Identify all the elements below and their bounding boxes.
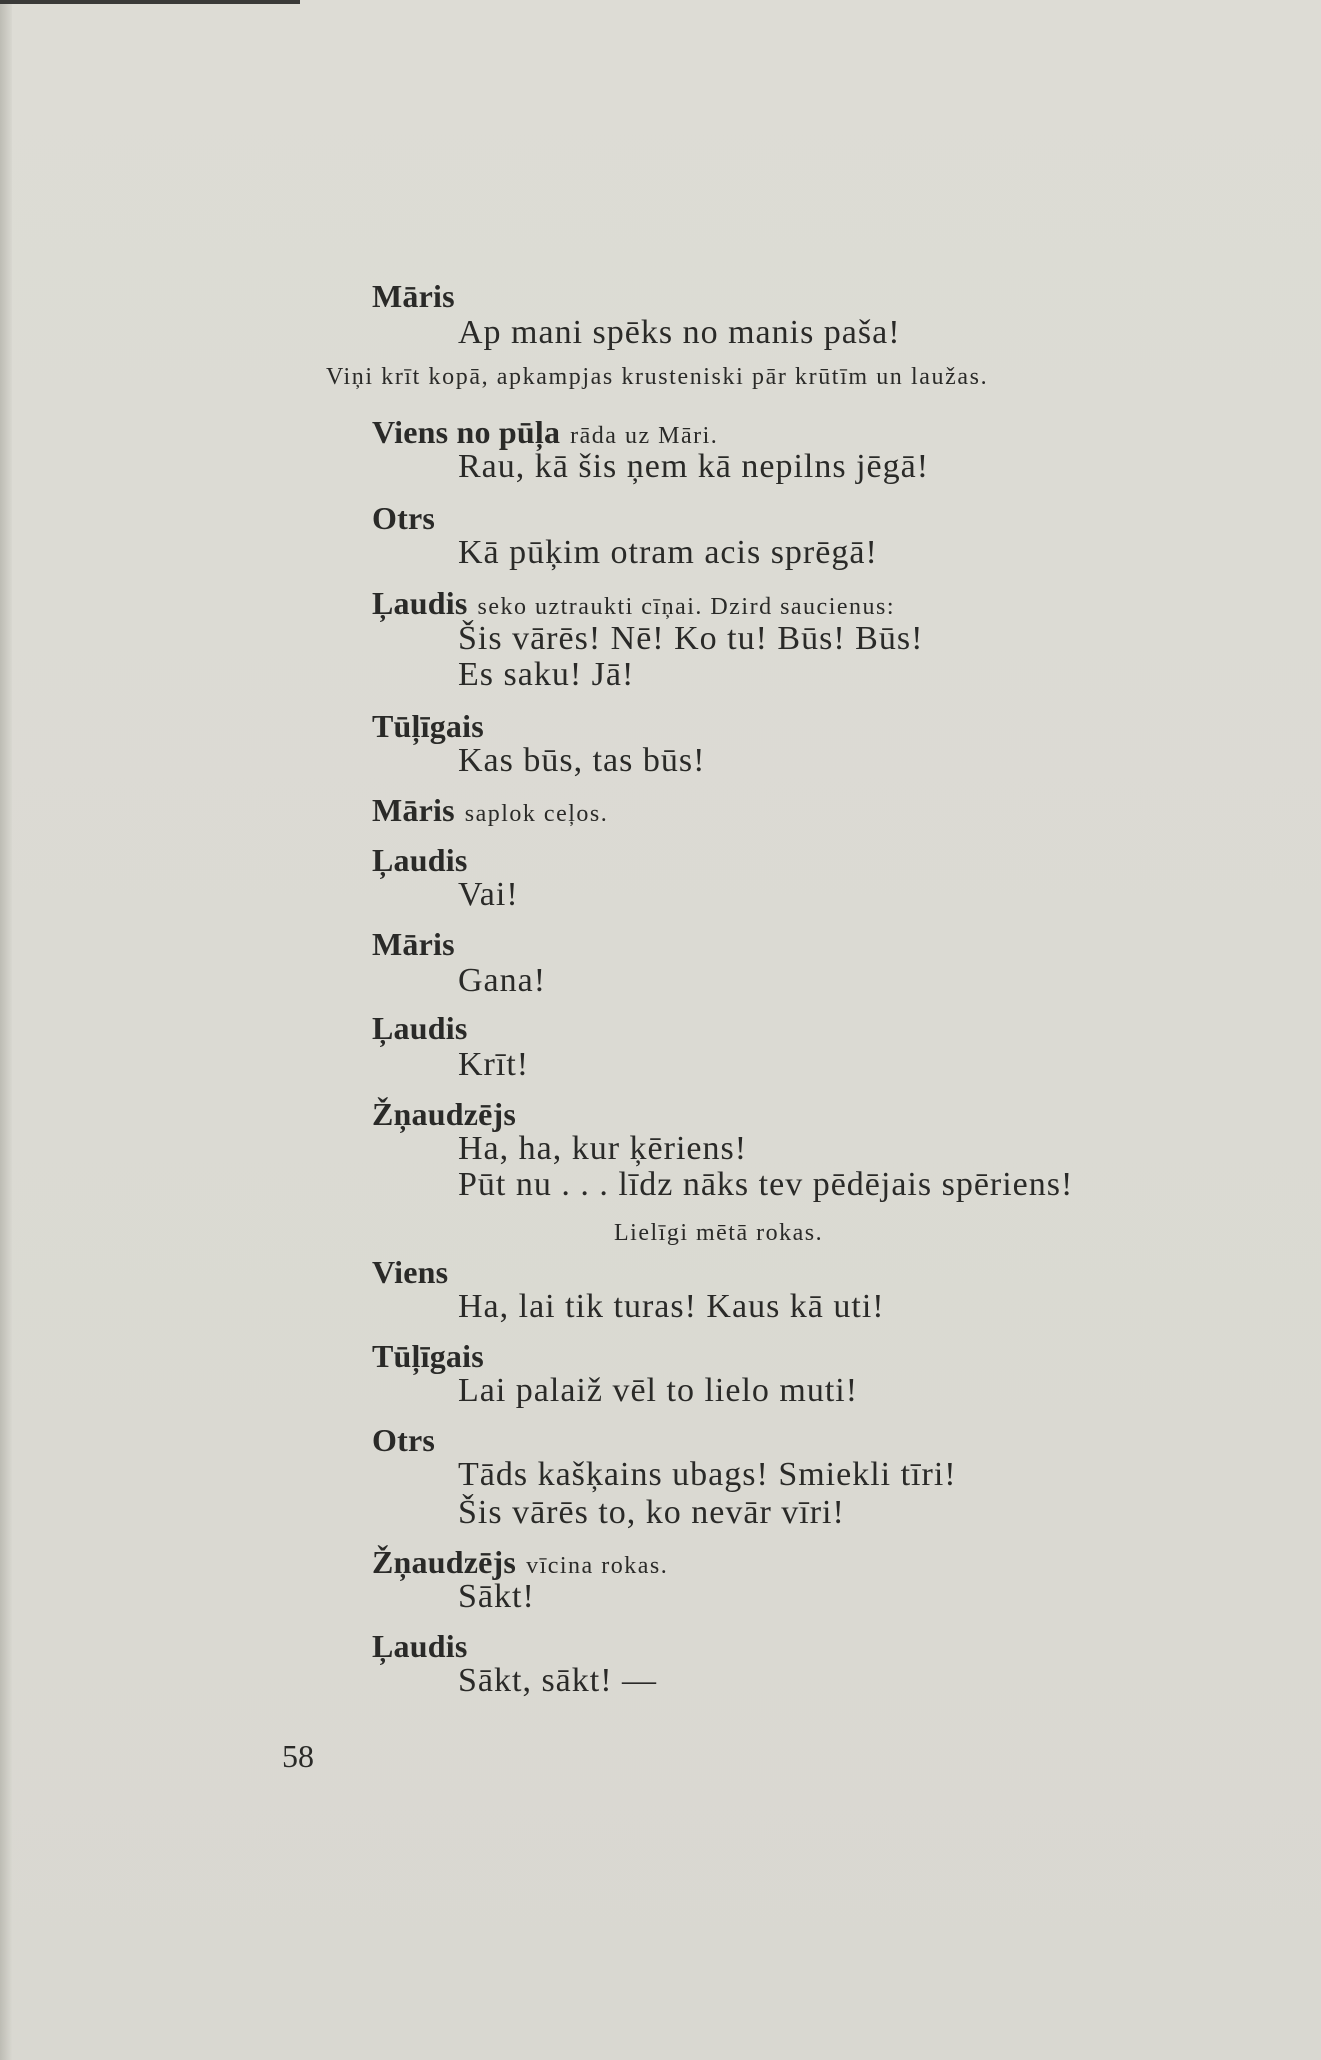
stage-direction-inline: rāda uz Māri.: [570, 423, 719, 449]
speaker-name: Ļaudis: [372, 1628, 468, 1664]
stage-direction-inline: vīcina rokas.: [526, 1553, 669, 1579]
speaker-name: Tūļīgais: [372, 1338, 484, 1374]
verse-line: Šis vārēs to, ko nevār vīri!: [458, 1494, 845, 1531]
speaker-name: Otrs: [372, 1422, 436, 1458]
speaker-name: Otrs: [372, 500, 436, 536]
speaker-name: Viens: [372, 1254, 449, 1290]
verse-line: Sākt!: [458, 1578, 535, 1615]
verse-line: Ap mani spēks no manis paša!: [458, 314, 901, 351]
page-top-edge: [0, 0, 300, 4]
speaker-name: Māris: [372, 926, 455, 962]
verse-line: Ha, lai tik turas! Kaus kā uti!: [458, 1288, 885, 1325]
speaker-name: Māris saplok ceļos.: [372, 792, 609, 828]
page-binding-edge: [0, 0, 12, 2060]
verse-line: Es saku! Jā!: [458, 656, 635, 693]
verse-line: Kā pūķim otram acis sprēgā!: [458, 534, 878, 571]
stage-direction-inline: saplok ceļos.: [464, 801, 609, 827]
speaker-name: Žņaudzējs vīcina rokas.: [372, 1544, 669, 1580]
page-number: 58: [282, 1738, 314, 1774]
speaker-name: Māris: [372, 278, 455, 314]
verse-line: Gana!: [458, 962, 547, 999]
verse-line: Lai palaiž vēl to lielo muti!: [458, 1372, 859, 1409]
verse-line: Ha, ha, kur ķēriens!: [458, 1130, 748, 1167]
stage-direction: Viņi krīt kopā, apkampjas krusteniski pār krūtīm un laužas.: [326, 364, 989, 390]
verse-line: Sākt, sākt! —: [458, 1662, 658, 1699]
speaker-name: Ļaudis: [372, 1010, 468, 1046]
verse-line: Tāds kašķains ubags! Smiekli tīri!: [458, 1456, 957, 1493]
verse-line: Šis vārēs! Nē! Ko tu! Būs! Būs!: [458, 620, 924, 657]
stage-direction-inline: seko uztraukti cīņai. Dzird saucienus:: [477, 594, 896, 620]
speaker-name: Ļaudis seko uztraukti cīņai. Dzird saucienus:: [372, 585, 896, 621]
verse-line: Pūt nu . . . līdz nāks tev pēdējais spēriens!: [458, 1166, 1074, 1203]
stage-direction: Lielīgi mētā rokas.: [614, 1220, 824, 1246]
verse-line: Kas būs, tas būs!: [458, 742, 706, 779]
speaker-name: Tūļīgais: [372, 708, 484, 744]
verse-line: Krīt!: [458, 1046, 530, 1083]
speaker-name: Žņaudzējs: [372, 1096, 517, 1132]
speaker-name: Viens no pūļa rāda uz Māri.: [372, 414, 719, 450]
speaker-name: Ļaudis: [372, 842, 468, 878]
verse-line: Rau, kā šis ņem kā nepilns jēgā!: [458, 448, 930, 485]
verse-line: Vai!: [458, 876, 519, 913]
